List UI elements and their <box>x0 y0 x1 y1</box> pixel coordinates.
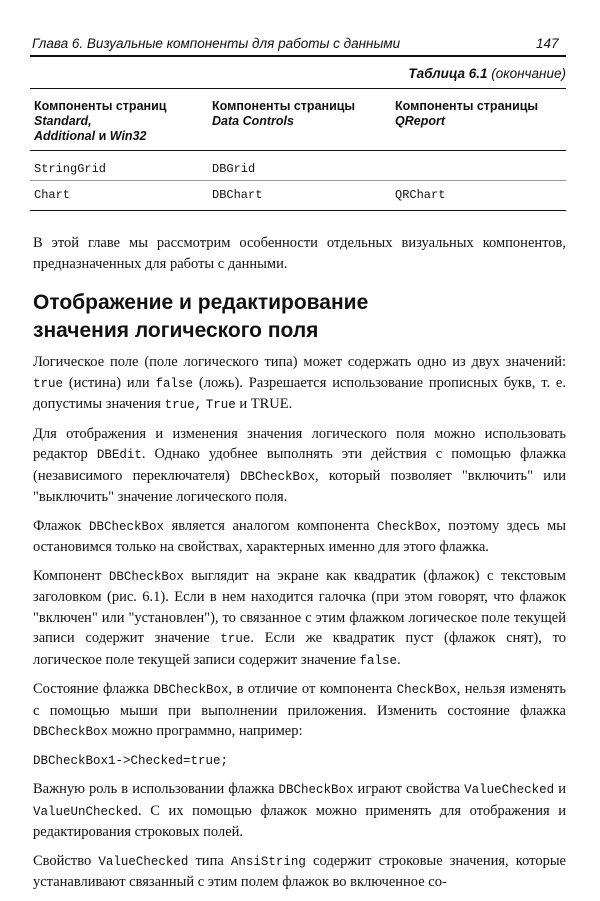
section-body <box>33 352 566 901</box>
paragraph-4: Компонент DBCheckBox выглядит на экране как квадратик (флажок) с текстовым заголовком (рис. 6.1). Если в нем находится галочка (при этом говорят, что флажок "включен" или "установлен"), то связанное с этим флажком логическое поле текущей записи содержит значение true. Если же квадратик пуст (флажок снят), то логическое поле текущей записи содержит значение false. <box>33 567 566 668</box>
intro-paragraph: В этой главе мы рассмотрим особенности отдельных визуальных компонентов, предназначенных для работы с данными. <box>33 235 566 272</box>
table-header-rule <box>30 150 566 151</box>
paragraph-6: Важную роль в использовании флажка DBCheckBox играют свойства ValueChecked и ValueUnChecked. С их помощью флажок можно применять для отображения и редактирования строковых полей. <box>33 781 566 840</box>
table-cell: DBGrid <box>212 162 256 176</box>
table-cell: DBChart <box>212 188 263 202</box>
section-heading: Отображение и редактирование значения логического поля <box>33 291 369 342</box>
table-header-col1: Компоненты страниц Standard, Additional и Win32 <box>34 99 167 143</box>
table-cell: Chart <box>34 188 71 202</box>
page-number: 147 <box>536 36 559 51</box>
paragraph-3: Флажок DBCheckBox является аналогом компонента CheckBox, поэтому здесь мы остановимся только на свойствах, характерных именно для этого флажка. <box>33 517 567 555</box>
table-bottom-rule <box>30 210 566 211</box>
paragraph-5: Состояние флажка DBCheckBox, в отличие от компонента CheckBox, нельзя изменять с помощью мыши при выполнении приложения. Изменить состояние флажка DBCheckBox можно программно, например: <box>33 681 567 739</box>
header-rule <box>30 55 566 57</box>
paragraph-7: Свойство ValueChecked типа AnsiString содержит строковые значения, которые устанавливают связанный с этим полем флажок во включенное со- <box>33 852 566 890</box>
table-cell: StringGrid <box>34 162 107 176</box>
table-caption: Таблица 6.1 (окончание) <box>408 66 566 81</box>
paragraph-2: Для отображения и изменения значения логического поля можно использовать редактор DBEdit. Однако удобнее выполнять эти действия с помощью флажка (независимого переключателя) DBCheckBox, который позволяет "включить" или "выключить" значение логического поля. <box>33 425 566 505</box>
table-header-col2: Компоненты страницы Data Controls <box>212 99 356 128</box>
table-top-rule <box>30 88 566 89</box>
table-row-separator <box>30 180 566 181</box>
paragraph-1: Логическое поле (поле логического типа) может содержать одно из двух значений: true (истина) или false (ложь). Разрешается использование прописных букв, т. е. допустимы значения true, True и TRUE. <box>33 354 566 412</box>
code-example: DBCheckBox1->Checked=true; <box>33 753 229 768</box>
table-header-col3: Компоненты страницы QReport <box>395 99 539 128</box>
table-cell: QRChart <box>395 188 446 202</box>
running-header-title: Глава 6. Визуальные компоненты для работы с данными <box>32 36 401 51</box>
